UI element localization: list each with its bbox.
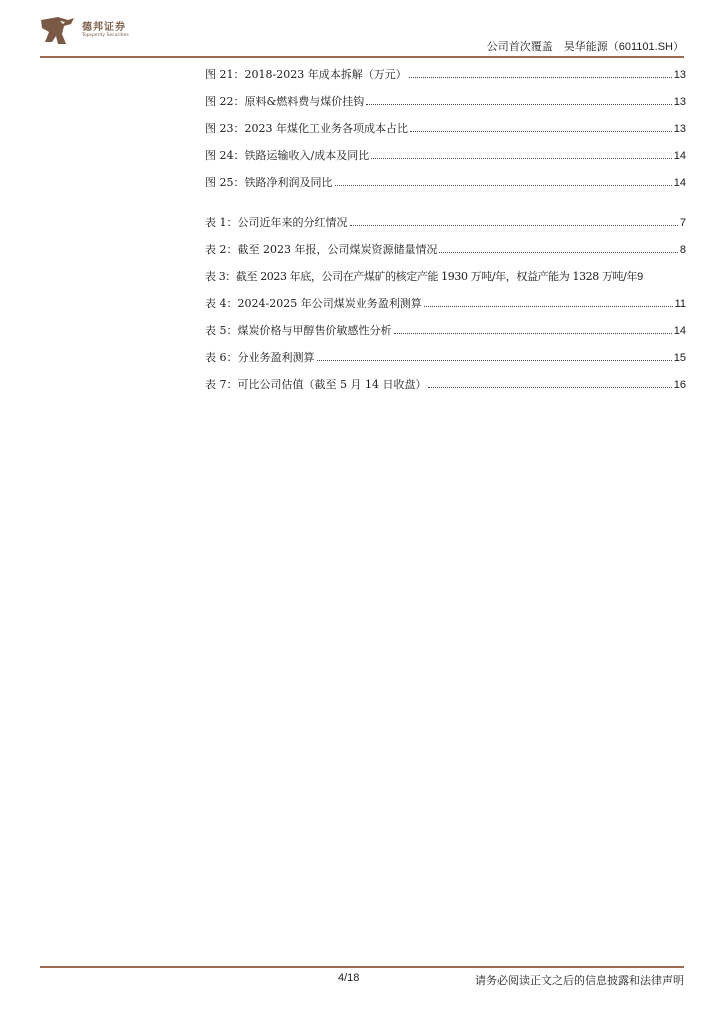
toc-entry-label: 表 4：2024-2025 年公司煤炭业务盈利测算	[205, 297, 422, 310]
toc-entry-label: 表 5：煤炭价格与甲醇售价敏感性分析	[205, 324, 392, 337]
toc-entry-table-1[interactable]	[205, 215, 686, 231]
toc-leader-dots	[366, 104, 671, 105]
toc-entry-page: 13	[673, 96, 686, 108]
toc-leader-dots	[317, 360, 672, 361]
logo-chinese-text: 德邦证券	[82, 22, 126, 33]
toc-entry-table-5[interactable]	[205, 323, 686, 339]
toc-entry-figure-25[interactable]	[205, 175, 686, 191]
toc-entry-figure-23[interactable]	[205, 121, 686, 137]
disclaimer-note: 请务必阅读正文之后的信息披露和法律声明	[475, 974, 684, 987]
toc-leader-dots	[428, 387, 671, 388]
toc-entry-page: 16	[673, 379, 686, 391]
toc-entry-figure-22[interactable]	[205, 94, 686, 110]
report-header-title	[487, 38, 684, 54]
toc-entry-page: 8	[679, 244, 686, 256]
toc-entry-page: 14	[673, 325, 686, 337]
toc-entry-page: 7	[679, 217, 686, 229]
logo-english-text: Topsperity Securities	[82, 33, 129, 38]
toc-leader-dots	[394, 333, 672, 334]
toc-leader-dots	[409, 77, 672, 78]
header-divider	[40, 56, 684, 58]
toc-entry-table-4[interactable]	[205, 296, 686, 312]
toc-entry-table-2[interactable]	[205, 242, 686, 258]
company-logo	[38, 14, 143, 48]
toc-entry-page: 13	[673, 69, 686, 81]
toc-entry-page: 14	[673, 177, 686, 189]
toc-entry-page: 14	[673, 150, 686, 162]
horse-logo-icon	[38, 14, 80, 48]
toc-entry-label: 表 7：可比公司估值（截至 5 月 14 日收盘）	[205, 378, 427, 391]
toc-leader-dots	[350, 225, 678, 226]
toc-leader-dots	[371, 158, 672, 159]
toc-entry-page: 9	[637, 271, 643, 283]
toc-entry-label: 图 24：铁路运输收入/成本及同比	[205, 149, 370, 162]
toc-entry-page: 13	[673, 123, 686, 135]
toc-leader-dots	[410, 131, 672, 132]
page-number: 4/18	[338, 972, 360, 984]
toc-entry-label: 图 25：铁路净利润及同比	[205, 176, 333, 189]
toc-entry-label: 图 21：2018-2023 年成本拆解（万元）	[205, 68, 407, 81]
report-header-code: （601101.SH）	[607, 41, 684, 53]
toc-entry-figure-24[interactable]	[205, 148, 686, 164]
toc-leader-dots	[439, 252, 677, 253]
toc-entry-table-6[interactable]	[205, 350, 686, 366]
toc-leader-dots	[335, 185, 672, 186]
footer-divider	[40, 966, 684, 968]
toc-entry-label: 表 2：截至 2023 年报，公司煤炭资源储量情况	[205, 243, 438, 256]
toc-entry-label: 表 3：截至 2023 年底，公司在产煤矿的核定产能 1930 万吨/年，权益产能为 1328 万吨/年	[205, 270, 638, 283]
toc-entry-table-3[interactable]	[205, 269, 686, 285]
report-header-prefix: 公司首次覆盖 昊华能源	[486, 40, 608, 53]
toc-entry-label: 表 1：公司近年来的分红情况	[205, 216, 348, 229]
toc-entry-table-7[interactable]	[205, 377, 686, 393]
toc-entry-figure-21[interactable]	[205, 67, 686, 83]
toc-entry-label: 图 22：原料&燃料费与煤价挂钩	[205, 95, 365, 108]
toc-entry-label: 表 6：分业务盈利测算	[205, 351, 315, 364]
toc-entry-page: 15	[673, 352, 686, 364]
toc-leader-dots	[424, 306, 673, 307]
toc-entry-page: 11	[674, 298, 686, 310]
toc-entry-label: 图 23：2023 年煤化工业务各项成本占比	[205, 122, 408, 135]
